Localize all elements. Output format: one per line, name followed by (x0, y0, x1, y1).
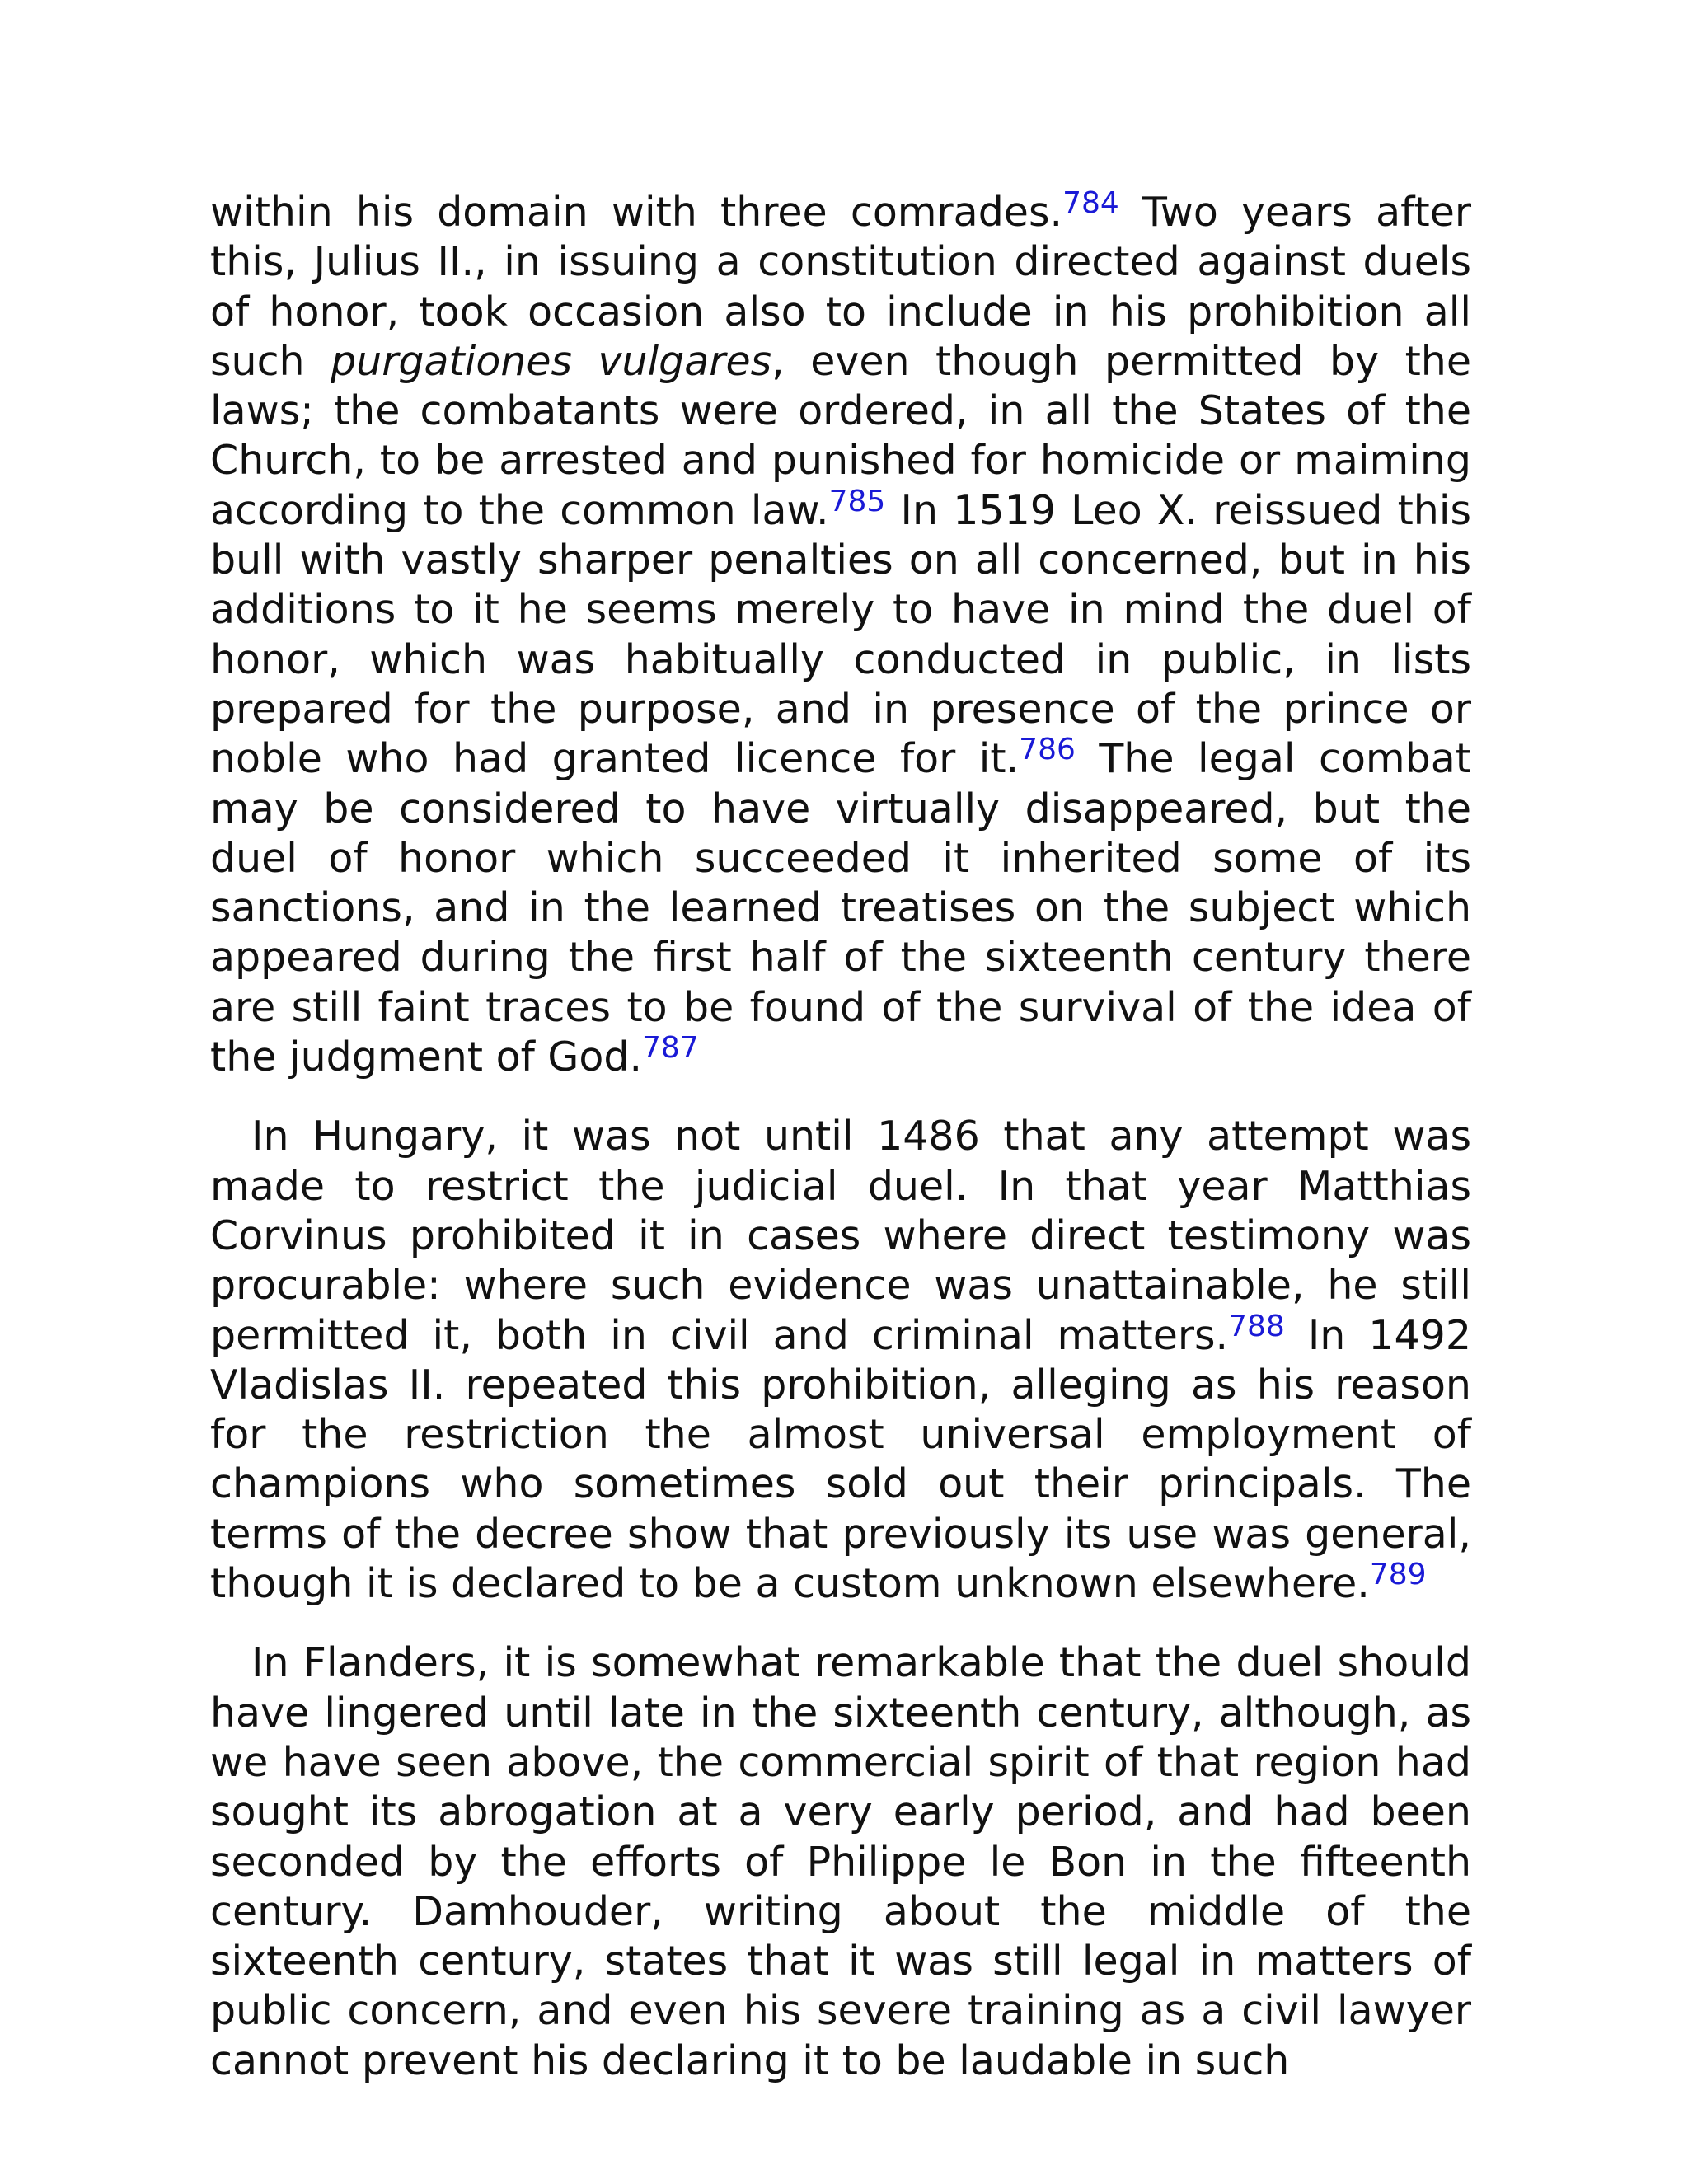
footnote-link-787[interactable]: 787 (642, 1031, 699, 1066)
paragraph-2 (210, 1112, 1471, 1609)
footnote-link-788[interactable]: 788 (1228, 1309, 1285, 1343)
paragraph-3 (210, 1638, 1471, 2086)
paragraph-text: In Hungary, it was not until 1486 that any attempt was made to restrict the judicial duel. In that year Matthias Corvinus prohibited it in cases where direct testimony was procurable: where such evidence was unattainable, he still permitted it, both in civil and criminal matters. (210, 1113, 1471, 1359)
footnote-link-785[interactable]: 785 (828, 484, 886, 518)
paragraph-text: In 1492 Vladislas II. repeated this prohibition, alleging as his reason for the restriction the almost universal employment of champions who sometimes sold out their principals. The terms of the decree show that previously its use was general, though it is declared to be a custom unknown elsewhere. (210, 1311, 1472, 1608)
paragraph-text: , even though permitted by the laws; the combatants were ordered, in all the States of the Church, to be arrested and punished for homicide or maiming according to the common law. (210, 337, 1471, 534)
paragraph-1 (210, 188, 1471, 1082)
page-body (210, 188, 1471, 2086)
paragraph-text: In Flanders, it is somewhat remarkable that the duel should have lingered until late in the sixteenth century, although, as we have seen above, the commercial spirit of that region had sought its abrogation at a very early period, and had been seconded by the efforts of Philippe le Bon in the fifteenth century. Damhouder, writing about the middle of the sixteenth century, states that it was still legal in matters of public concern, and even his severe training as a civil lawyer cannot prevent his declaring it to be laudable in such (210, 1639, 1471, 2084)
italic-term: purgationes vulgares (331, 337, 772, 385)
paragraph-text: In 1519 Leo X. reissued this bull with vastly sharper penalties on all concerned, but in his additions to it he seems merely to have in mind the duel of honor, which was habitually conducted in public, in lists prepared for the purpose, and in presence of the prince or noble who had granted licence for it. (210, 486, 1471, 783)
footnote-link-784[interactable]: 784 (1062, 186, 1119, 220)
footnote-link-786[interactable]: 786 (1019, 733, 1076, 767)
footnote-link-789[interactable]: 789 (1369, 1558, 1427, 1592)
paragraph-text: within his domain with three comrades. (210, 189, 1063, 236)
paragraph-text: The legal combat may be considered to have virtually disappeared, but the duel of honor which succeeded it inherited some of its sanctions, and in the learned treatises on the subject which appeared during the first half of the sixteenth century there are still faint traces to be found of the survival of the idea of the judgment of God. (210, 735, 1471, 1081)
paragraph-text: Two years after this, Julius II., in issuing a constitution directed against duels of honor, took occasion also to include in his prohibition all such (210, 189, 1471, 385)
